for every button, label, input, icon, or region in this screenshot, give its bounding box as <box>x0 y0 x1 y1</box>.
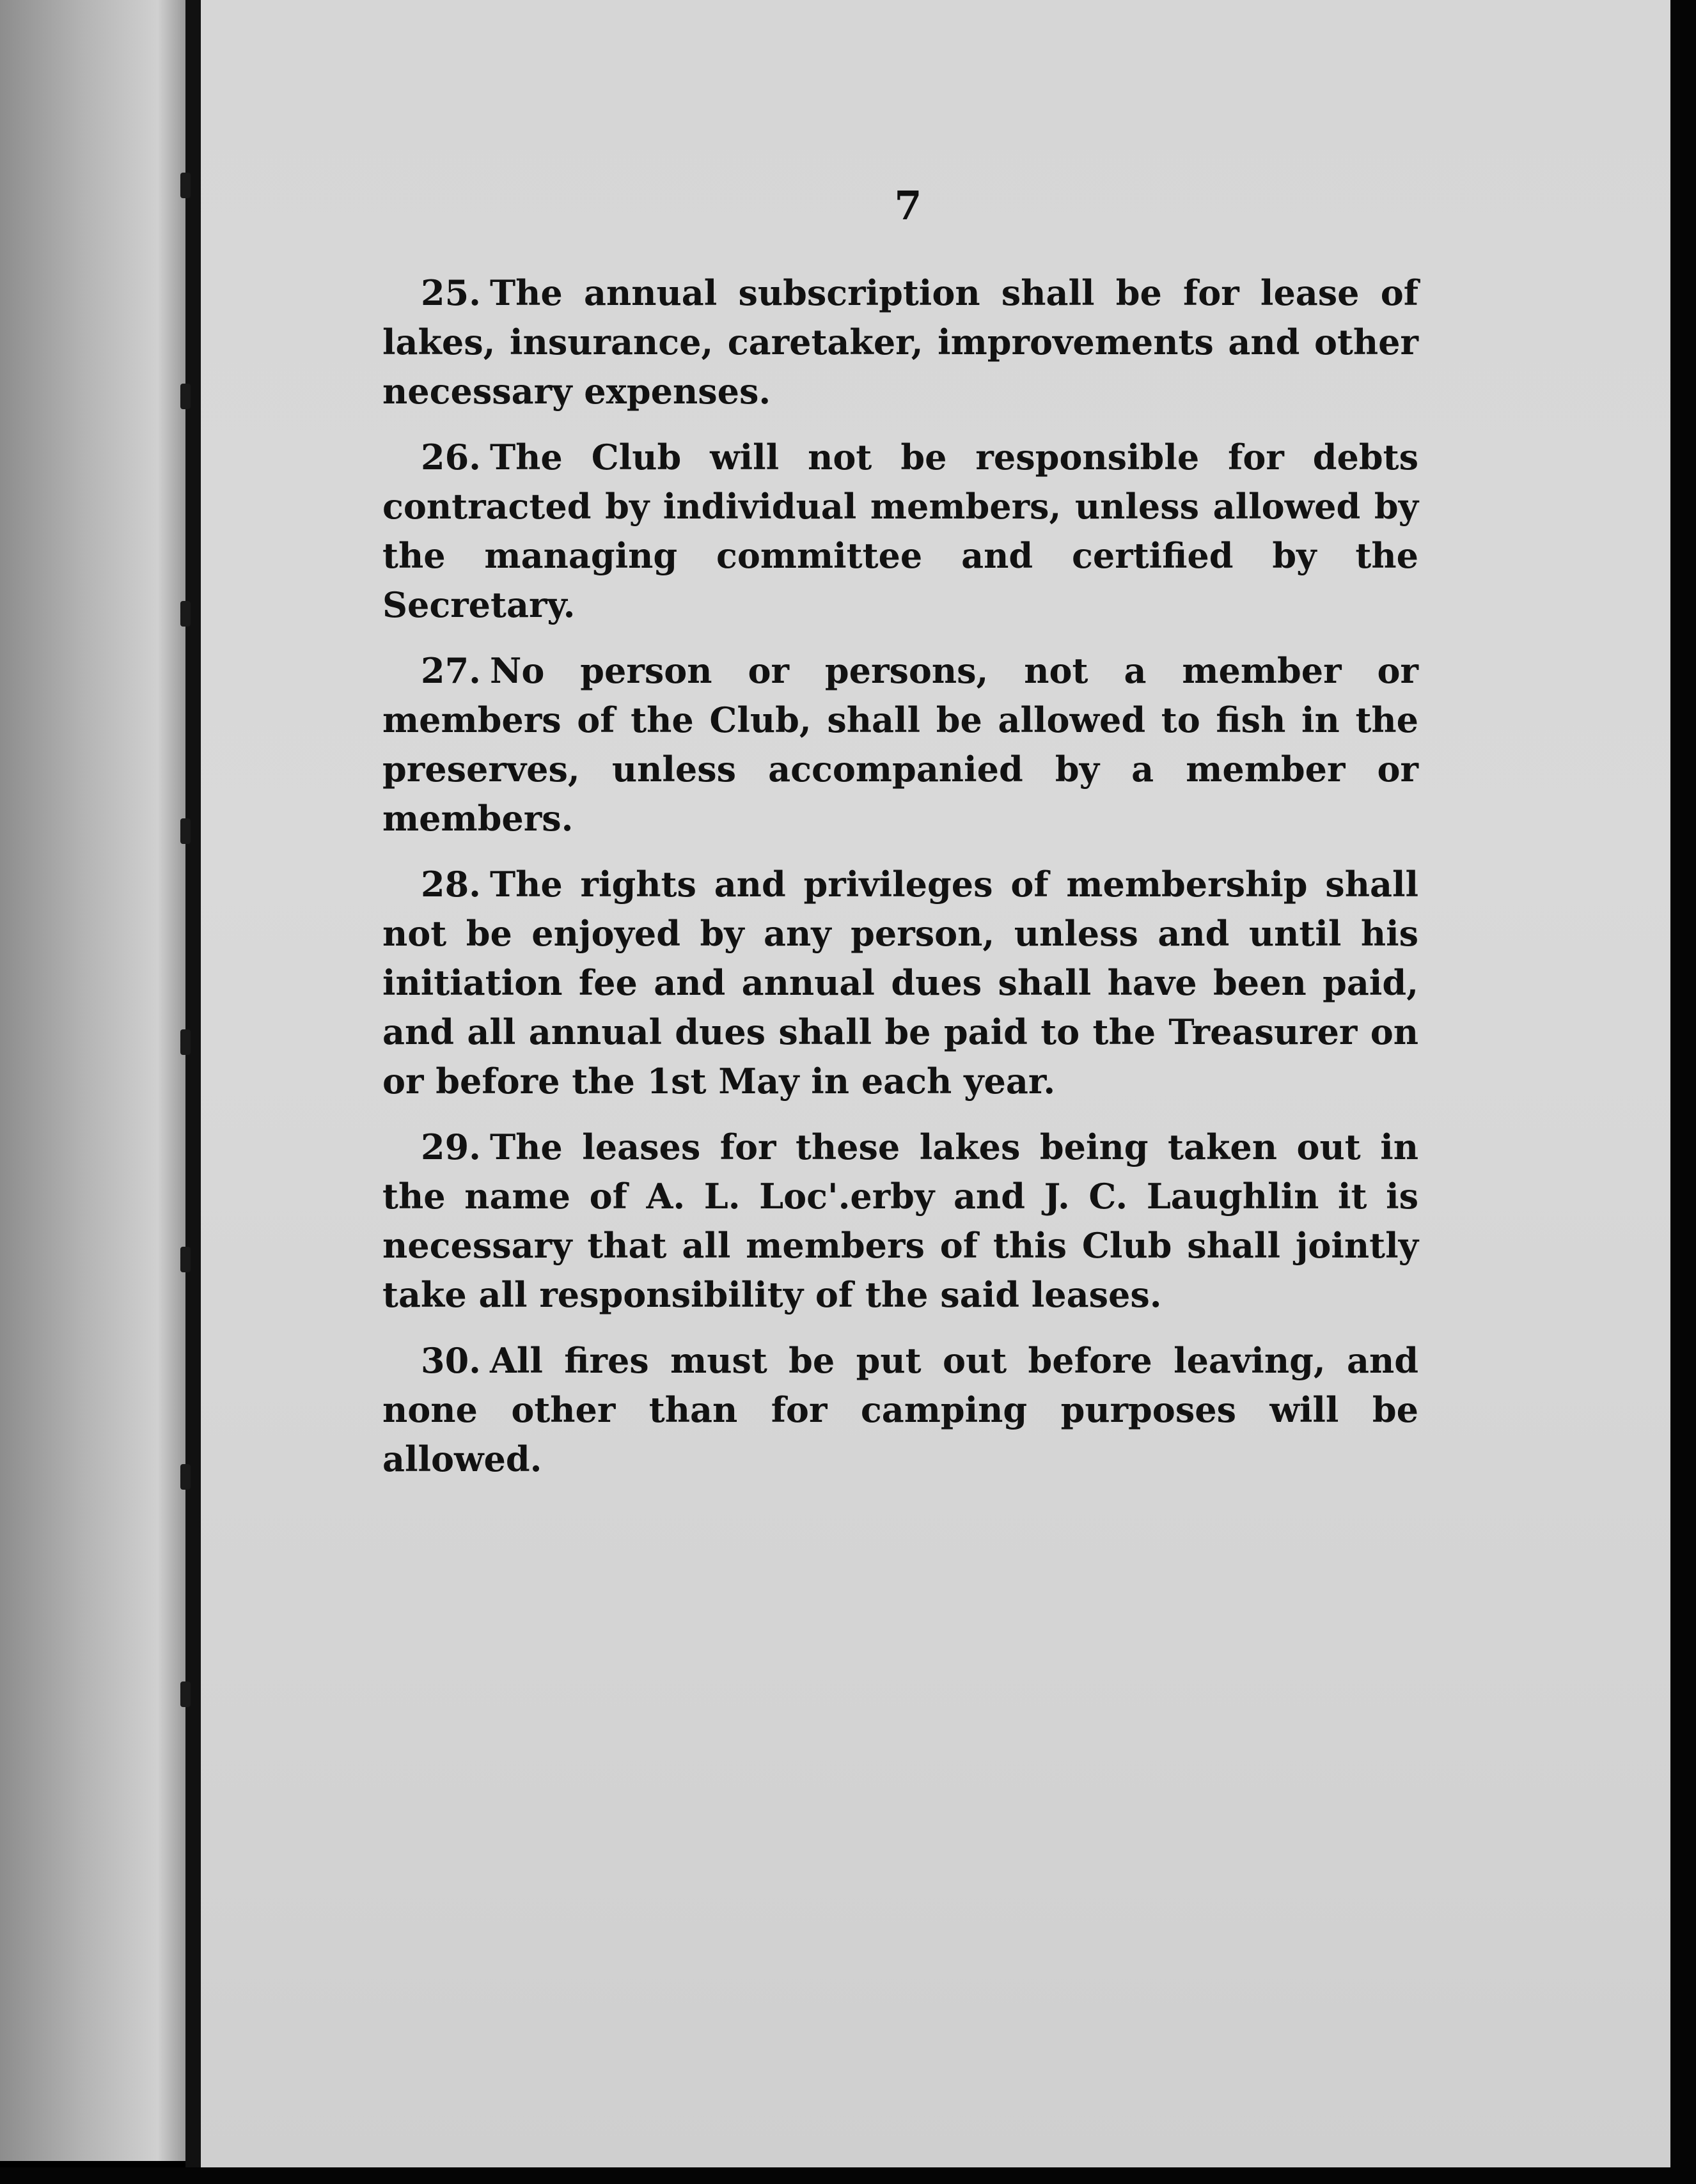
binding-stitch <box>180 1681 191 1707</box>
binding-stitch <box>180 1247 191 1272</box>
binding-edge <box>185 0 201 2167</box>
rule-28 <box>382 860 1418 1106</box>
rule-text: The Club will not be responsible for debts contracted by individual members, unless allowed by the managing committee and certified by the Secretary. <box>382 437 1418 625</box>
bottom-scan-border <box>0 2167 1696 2184</box>
binding-stitch <box>180 601 191 627</box>
binding-stitch <box>180 173 191 198</box>
page-number: 7 <box>894 182 922 229</box>
rule-26 <box>382 433 1418 630</box>
rule-text: The rights and privileges of membership shall not be enjoyed by any person, unless and until his initiation fee and annual dues shall have been paid, and all annual dues shall be paid to the Treasurer on or before the 1st May in each year. <box>382 864 1418 1102</box>
binding-stitch <box>180 1029 191 1055</box>
rule-30 <box>382 1336 1418 1484</box>
rule-27 <box>382 646 1418 843</box>
rule-number: 30. <box>421 1340 481 1381</box>
binding-stitch <box>180 818 191 844</box>
rule-text: The leases for these lakes being taken out in the name of A. L. Loc'.erby and J. C. Laughlin it is necessary that all members of this Club shall jointly take all responsibility of the said leases. <box>382 1127 1418 1315</box>
right-scan-border <box>1670 0 1696 2184</box>
binding-stitch <box>180 1464 191 1490</box>
rule-29 <box>382 1123 1418 1320</box>
rule-number: 29. <box>421 1127 481 1167</box>
rule-text: All fires must be put out before leaving, and none other than for camping purposes will be allowed. <box>382 1340 1418 1479</box>
rule-number: 26. <box>421 437 481 478</box>
rule-25 <box>382 269 1418 416</box>
left-page-margin <box>0 0 185 2161</box>
rule-number: 27. <box>421 650 481 691</box>
rules-list <box>382 269 1418 1501</box>
rule-number: 28. <box>421 864 481 905</box>
rule-text: No person or persons, not a member or members of the Club, shall be allowed to fish in the preserves, unless accompanied by a member or members. <box>382 650 1418 839</box>
rule-text: The annual subscription shall be for lease of lakes, insurance, caretaker, improvements and other necessary expenses. <box>382 272 1418 412</box>
binding-stitch <box>180 384 191 409</box>
rule-number: 25. <box>421 272 481 313</box>
